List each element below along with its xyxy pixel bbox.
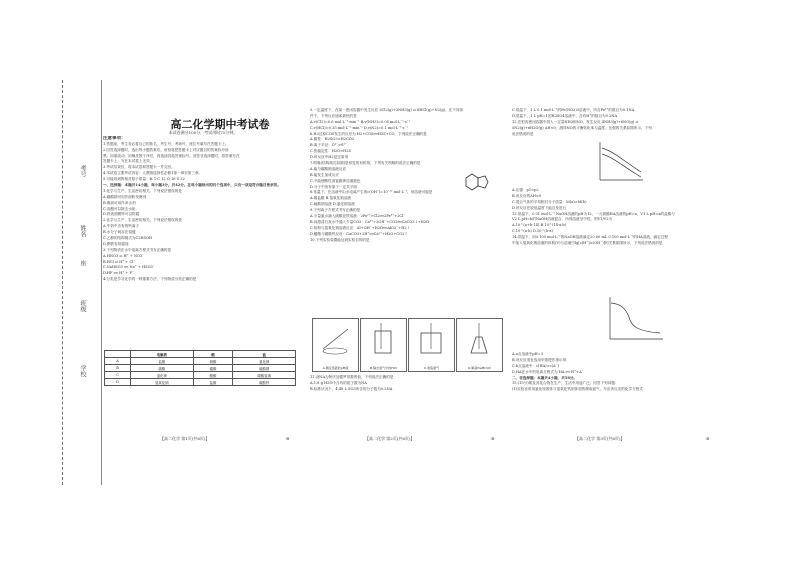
text-line: D.常温下，1 L pH=1的H2SO4溶液中，含有H⁺的数目为0.2NA: [512, 113, 618, 118]
column-1: [103, 130, 303, 455]
text-line: D.该反应在较低温度下能自发进行: [512, 205, 567, 210]
column-3-lower: [512, 352, 720, 432]
text-line: C.b点溶液中：c(HA)>c(A⁻): [512, 363, 559, 368]
conversion-graph: [595, 140, 645, 186]
text-line: B.向澄清石灰水中通入少量CO2：Ca²⁺+2OH⁻+CO2══CaCO3↓+H2O: [310, 219, 429, 224]
table-cell: 氯化钠: [233, 358, 296, 365]
apparatus-figure-d: [456, 318, 503, 372]
table-row: [105, 365, 296, 372]
option: D.钢铁容易腐蚀: [103, 241, 129, 246]
table-row: [105, 358, 296, 365]
table-cell: A: [105, 358, 131, 365]
column-3: [512, 108, 720, 138]
table-cell: 硝酸: [193, 358, 233, 365]
apparatus-c-drawing: [409, 319, 454, 359]
option: C.乙醇的结构简式为C2H5OH: [103, 236, 153, 241]
binding-label-exam-no: 考号: [79, 165, 86, 177]
text-line: B.该反应适宜选用甲基橙作指示剂: [512, 357, 567, 362]
note-line: 答题卡上。写在本试卷上无效。: [103, 159, 154, 164]
table-cell: B: [105, 365, 131, 372]
option: B.水分子间存在氢键: [103, 230, 136, 235]
option: A.牛奶中含有的钙离子: [103, 224, 140, 229]
text-line: (1)实验室常用氯化铵固体与氢氧化钙固体加热制取氨气，写出该反应的化学方程式：: [512, 387, 647, 392]
text-line: C.常温下，1 L 0.1 mol·L⁻¹的Fe(NO3)3溶液中，所含Fe³⁺的数目为0.1NA: [512, 108, 635, 112]
text-line: B.标准状况下，4.48 L SO3所含的分子数为0.2NA: [310, 386, 393, 391]
text-line: C.铝粉与氢氧化钠溶液反应：Al+OH⁻+H2O══AlO2⁻+H2↑: [310, 225, 410, 230]
table-cell: 氢氧化钠: [131, 379, 194, 386]
text-line: A.少量氯水滴入硫酸亚铁溶液：2Fe²⁺+Cl2══2Fe³⁺+2Cl⁻: [310, 214, 406, 219]
text-line: 7.吲哚(结构简式如图)是常见的有机物，下列有关吲哚的说法正确的是: [310, 161, 421, 166]
note-line: 黑。如需改动，用橡皮擦干净后，再选涂其他答案标号。回答非选择题时，将答案写在: [103, 153, 240, 158]
text-line: D.该反应中H2是还原剂: [310, 155, 349, 160]
text-line: C.硫酸钠溶液 D.氯化钠溶液: [310, 202, 355, 207]
classification-table: [104, 350, 296, 386]
apparatus-d-drawing: [457, 319, 502, 359]
binding-label-seat: 座: [79, 260, 86, 266]
binding-label-name: 姓名: [79, 225, 86, 237]
text-line: A.a点溶液中pH=3: [512, 352, 543, 356]
indole-structure-figure: [458, 168, 492, 198]
text-line: B.离子半径：O²⁻>S²⁻: [310, 143, 347, 148]
table-cell: 醋酸: [193, 372, 233, 379]
table-row: [105, 379, 296, 386]
text-line: A.稀盐酸 B.氢氧化钠溶液: [310, 196, 352, 201]
table-row: [105, 372, 296, 379]
apparatus-a-drawing: [313, 319, 358, 359]
text-line: D.分子中所有原子一定共平面: [310, 184, 358, 189]
text-line: C.不能使酸性高锰酸钾溶液褪色: [310, 178, 361, 183]
text-line: D.HA在水中的电离方程式为 HA ══ H⁺+A⁻: [512, 369, 584, 374]
text-line: A.酸性：H2SO3>H2CO3: [310, 137, 355, 142]
binding-label-class: 班级: [79, 300, 86, 312]
apparatus-c-caption: C.收集氨气: [423, 366, 440, 370]
apparatus-d-caption: D.制备NaHCO3: [468, 366, 491, 370]
text-line: C.混合气体的平均相对分子质量：M(a)>M(b): [512, 199, 587, 204]
apparatus-figures: [312, 318, 502, 370]
option: D.铁表面镀锌可以防腐: [103, 212, 140, 217]
page-mark-3: ·B·: [705, 436, 711, 441]
note-line: 4.本试卷主要考试内容：人教版选择性必修1第一章至第三章。: [103, 171, 203, 176]
column-2: [310, 108, 505, 318]
table-cell: 碳酸: [193, 365, 233, 372]
text-line: 5.一定温度下，在某一密闭容器中发生反应 3Cl2(g)+2NH3(g) ⇌ 6HCl(g)+N2(g)，在不同条: [310, 108, 464, 112]
text-line: C.10^(a-b) D.10^(b-a): [512, 229, 553, 234]
text-line: B.能发生加成反应: [310, 172, 339, 177]
table-cell: 碳酸钙: [233, 379, 296, 386]
note-line: 1.答题前，考生务必将自己的姓名、考生号、考场号、座位号填写在答题卡上。: [103, 141, 229, 146]
table-cell: 硫酸: [131, 365, 194, 372]
table-header-cell: 盐: [233, 351, 296, 358]
text-line: 9.下列离子方程式书写正确的是: [310, 208, 361, 213]
text-line: 说法错误的是: [512, 131, 534, 136]
notes-header: 注意事项：: [103, 135, 126, 141]
option: C.NaHSO3 ══ Na⁺ + HSO3⁻: [103, 265, 155, 270]
text-line: 11.设NA为阿伏加德罗常数的值，下列说法正确的是: [310, 375, 394, 379]
question-2: 2.化学与生产、生活密切相关。下列说法错误的是: [103, 218, 182, 223]
text-line: 13.常温下，0.01 mol·L⁻¹ NaOH溶液的pH为12，一元弱酸HA溶液的pH=a，V1 L pH=a的盐酸与: [512, 211, 675, 216]
option: B.HCl ⇌ H⁺ + Cl⁻: [103, 259, 136, 264]
column-2-lower: [310, 375, 505, 405]
table-cell: C: [105, 372, 131, 379]
exam-title: 高二化学期中考试卷: [170, 118, 270, 131]
text-line: 件下，下列反应速率最快的是: [310, 113, 357, 118]
text-line: A.10^(a+b-14) B.10^(14-a-b): [512, 223, 567, 228]
table-cell: D: [105, 379, 131, 386]
table-header-cell: 电解质: [131, 351, 194, 358]
apparatus-figure-a: [312, 318, 359, 372]
text-line: 5N2(g)+6H2O(g) ΔH<0，测得NO的平衡转化率与温度、压强的关系如图所示，下列: [512, 125, 652, 130]
option: A.碳酸钠可用作面粉发酵剂: [103, 194, 147, 199]
note-line: 5.可能用到的相对原子质量：H 1 C 12 O 16 S 32: [103, 177, 185, 182]
binding-strip: [62, 80, 102, 485]
page-footer-1: 【高二化学 第1页(共6页)】: [160, 436, 210, 441]
table-cell: 盐酸: [131, 358, 194, 365]
text-line: 8.常温下，在溶液中由水电离产生的c(OH⁻)=10⁻¹² mol·L⁻¹，该溶液可能是: [310, 190, 433, 195]
page-mark-2: ·B·: [490, 436, 496, 441]
text-line: C.v(HCl)=0.35 mol·L⁻¹·min⁻¹ D.v(N2)=0.1 mol·L⁻¹·s⁻¹: [310, 125, 408, 130]
question-1: 1.化学与生产、生活密切相关。下列说法错误的是: [103, 188, 182, 193]
text-line: 6.H2还原COS发生的反应为 H2+COS══H2S+CO，下列说法正确的是: [310, 131, 427, 136]
note-line: 2.回答选择题时，选出每小题答案后，用铅笔把答题卡上对应题目的答案标号涂: [103, 147, 229, 152]
table-header-cell: 酸: [193, 351, 233, 358]
text-line: 12.在恒容密闭容器中投入一定量NH3和NO，发生反应 4NH3(g)+6NO(g) ⇌: [512, 119, 639, 124]
table-header-cell: [105, 351, 131, 358]
apparatus-b-drawing: [361, 319, 406, 359]
apparatus-figure-b: [360, 318, 407, 372]
text-line: A.能与碳酸钠溶液反应: [310, 166, 347, 171]
section-1-heading: 一、选择题：本题共14小题，每小题3分，共42分。在每小题给出的四个选项中，只有一项是符合题目要求的。: [103, 183, 281, 188]
text-line: C.热稳定性：H2O>H2S: [310, 149, 351, 154]
apparatus-figure-c: [408, 318, 455, 372]
table-cell: 碳酸氢钠: [233, 372, 296, 379]
page-footer-2: 【高二化学 第2页(共6页)】: [365, 436, 415, 441]
table-header-row: [105, 351, 296, 358]
option: D.HF ══ H⁺ + F⁻: [103, 271, 134, 276]
text-line: D.醋酸与碳酸钙反应：CaCO3+2H⁺══Ca²⁺+H2O+CO2↑: [310, 231, 408, 236]
option: C.食醋可以除去水垢: [103, 206, 136, 211]
table-cell: 硫酸钠: [233, 365, 296, 372]
table-cell: 盐酸: [193, 379, 233, 386]
text-line: B.该反应的ΔH<0: [512, 193, 542, 198]
option: B.明矾可用作净水剂: [103, 200, 136, 205]
note-line: 3.考试结束后，将本试卷和答题卡一并交回。: [103, 165, 175, 170]
table-cell: 氯化钾: [131, 372, 194, 379]
question-3: 3.下列物质在水中电离方程式书写正确的是: [103, 247, 172, 252]
page-mark-1: ·B·: [285, 436, 291, 441]
text-line: 10.下列实验装置能达到实验目的的是: [310, 237, 370, 242]
apparatus-b-caption: B.除去氯气中的HCl: [369, 366, 398, 370]
exam-subtitle: 本试卷满分100分，考试用时75分钟。: [168, 130, 238, 135]
text-line: A.压强：p1<p2: [512, 188, 539, 192]
column-3-middle: [512, 188, 720, 288]
apparatus-a-caption: A.测定溶液的pH值: [322, 366, 349, 370]
question-4: 4.分类是学习化学的一种重要方法，下列物质分类正确的是: [103, 277, 197, 282]
text-line: 中加入氢氧化钠溶液的体积(V)与溶液中lg[c(H⁺)/c(OH⁻)]的关系如图所示，下列说法错误的是: [512, 241, 663, 246]
binding-label-school: 学校: [79, 365, 86, 377]
text-line: 14.常温下，用0.100 mol·L⁻¹的NaOH溶液滴定20.00 mL 0.100 mol·L⁻¹的HA溶液，滴定过程: [512, 235, 668, 240]
page-footer-3: 【高二化学 第3页(共6页)】: [575, 436, 625, 441]
text-line: A.1.8 g H2O中含有的质子数为NA: [310, 380, 367, 385]
option: A.HNO3 ⇌ H⁺ + NO3⁻: [103, 253, 145, 258]
text-line: 15.(15分)氮及其化合物在生产、生活中用途广泛。回答下列问题：: [512, 381, 619, 386]
section-2-heading: 二、非选择题：本题共4小题，共58分。: [512, 375, 578, 380]
text-line: V2 L pH=b的NaOH溶液混合，所得溶液呈中性，则V1/V2为: [512, 217, 613, 222]
text-line: A.v(Cl2)=0.6 mol·L⁻¹·min⁻¹ B.v(NH3)=0.05 mol·L⁻¹·s⁻¹: [310, 119, 410, 124]
titration-graph: [605, 295, 665, 345]
